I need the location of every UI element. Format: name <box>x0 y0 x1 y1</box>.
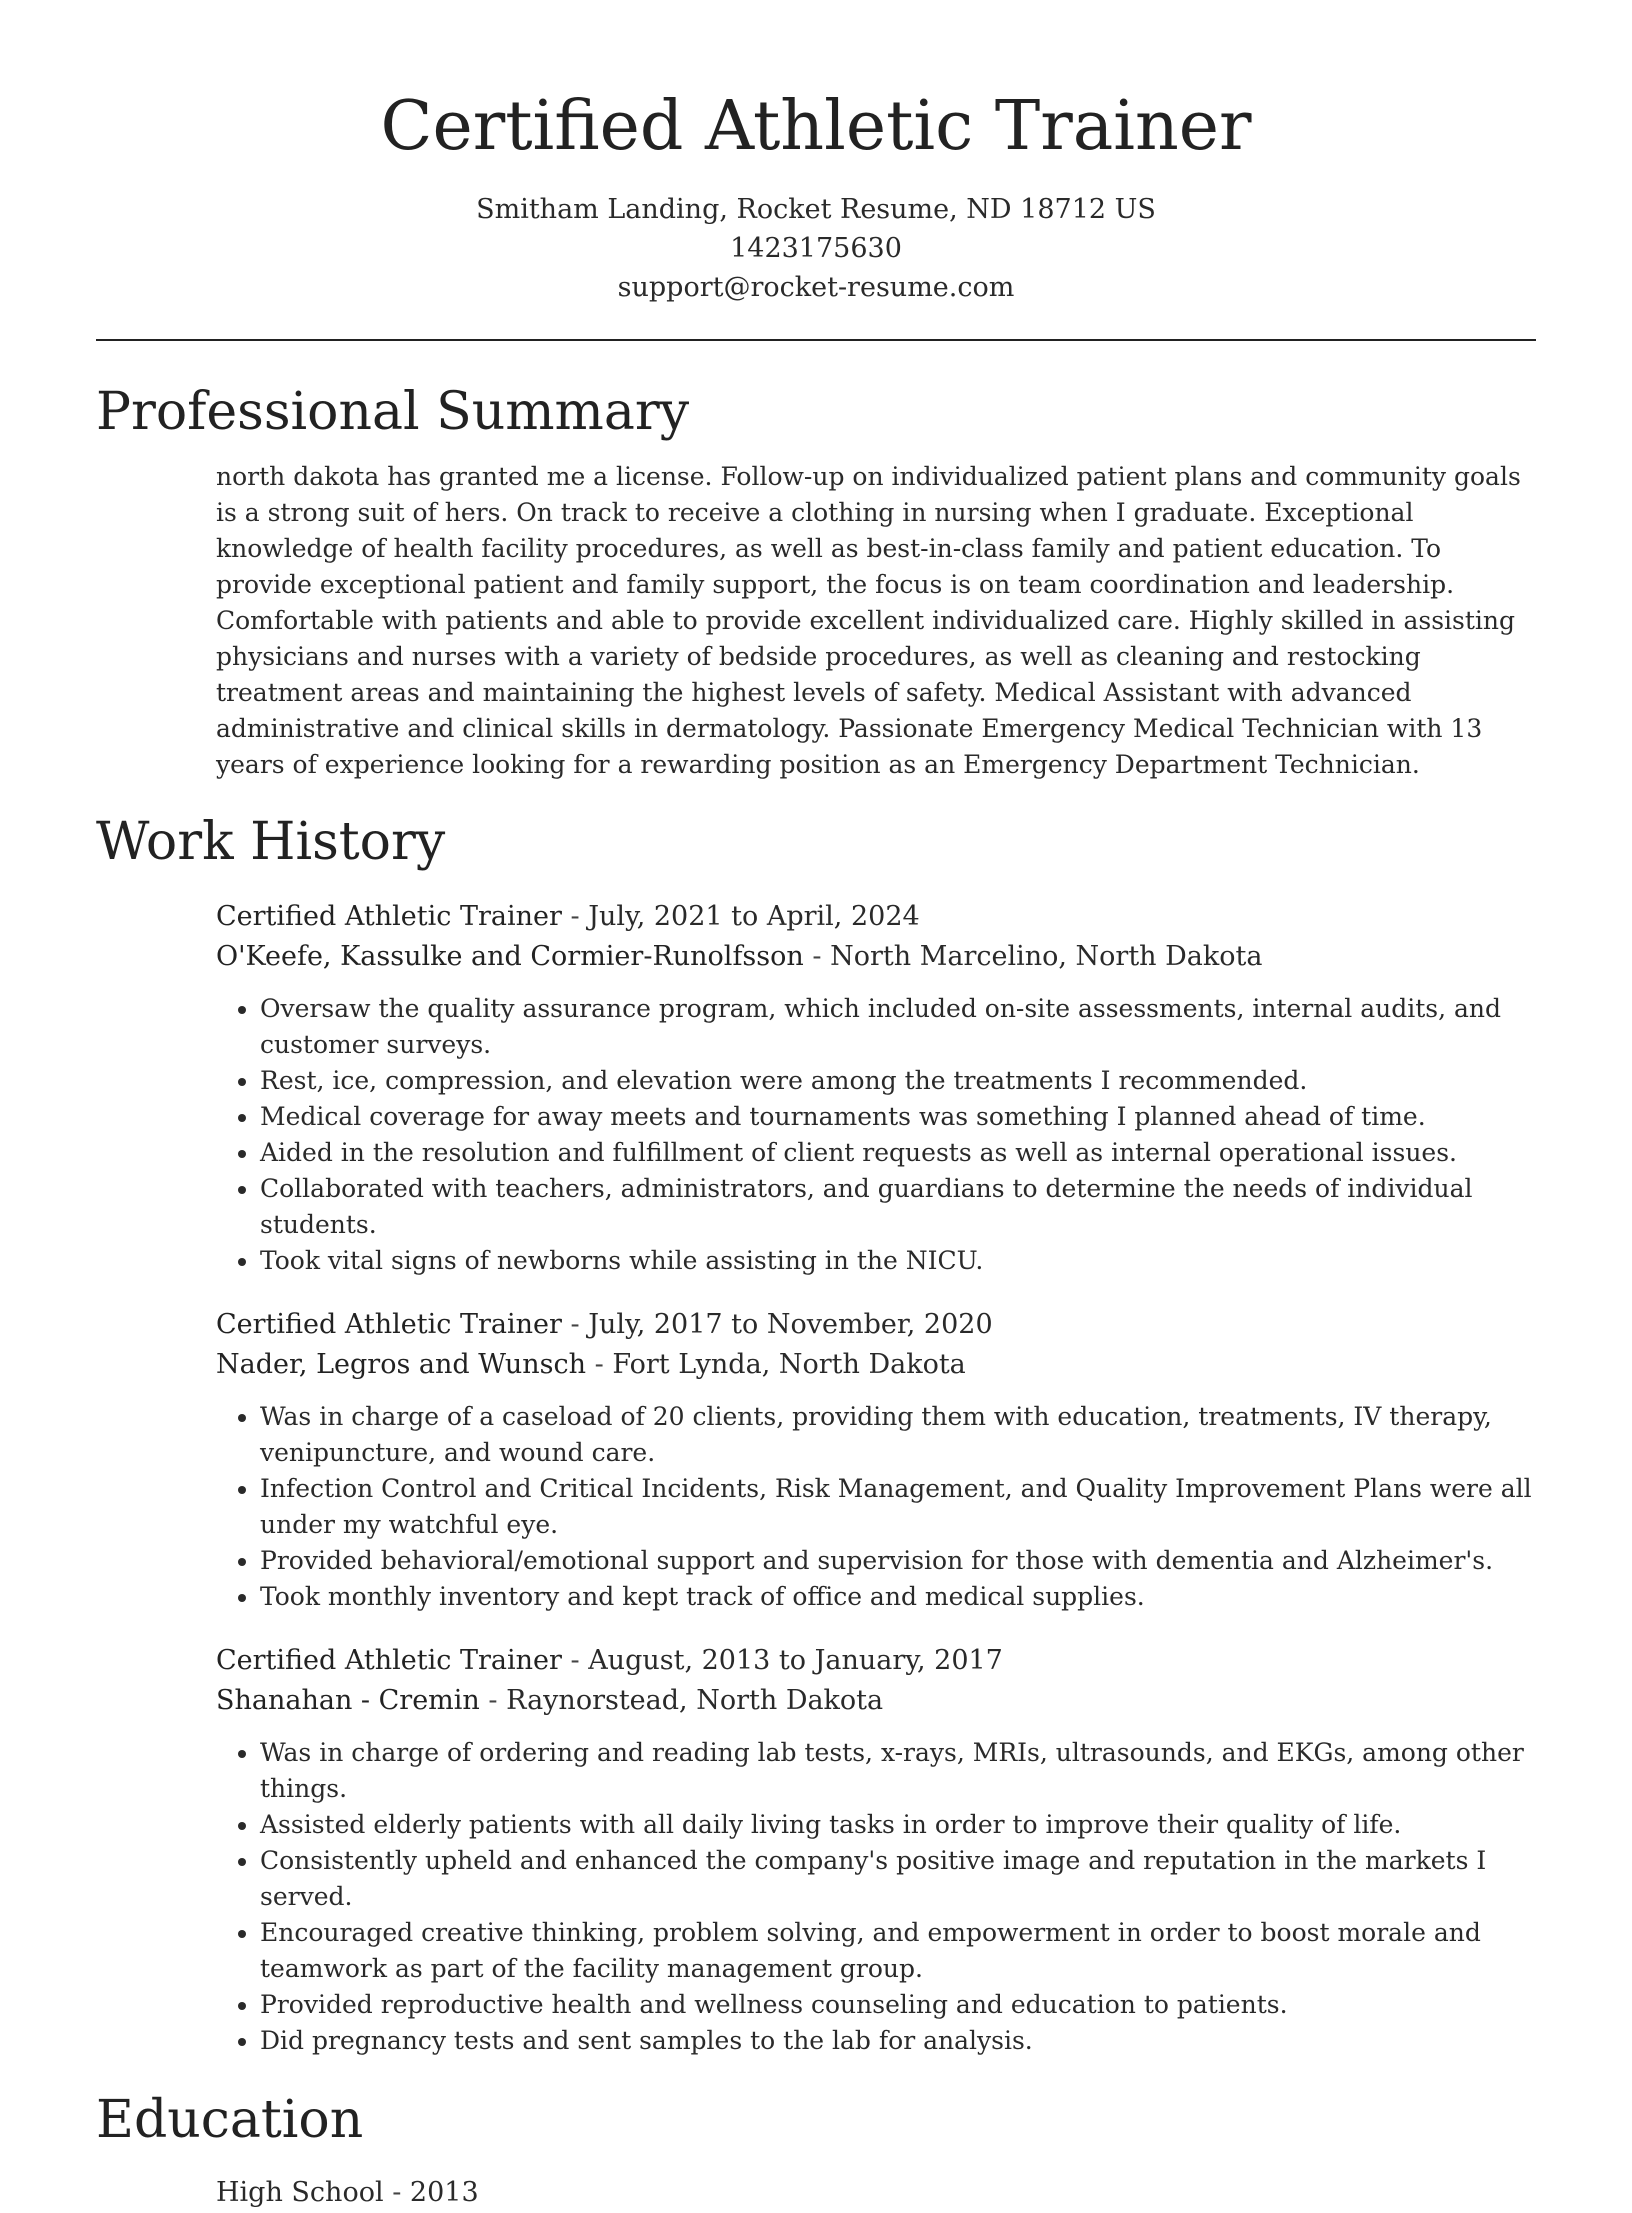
separator: - <box>812 941 822 972</box>
job-bullet: • Infection Control and Critical Incidents, Risk Management, and Quality Improvement Plans were all under my watchful eye. <box>260 1471 1536 1543</box>
summary-text: north dakota has granted me a license. Follow-up on individualized patient plans and community goals is a strong suit of hers. On track to receive a clothing in nursing when I graduate. Exceptional knowledge of health facility procedures, as well as best-in-class family and patient education. To provide exceptional patient and family support, the focus is on team coordination and leadership. Comfortable with patients and able to provide excellent individualized care. Highly skilled in assisting physicians and nurses with a variety of bedside procedures, as well as cleaning and restocking treatment areas and maintaining the highest levels of safety. Medical Assistant with advanced administrative and clinical skills in dermatology. Passionate Emergency Medical Technician with 13 years of experience looking for a rewarding position as an Emergency Department Technician. <box>216 462 1521 779</box>
job-bullet: • Oversaw the quality assurance program, which included on-site assessments, internal audits, and customer surveys. <box>260 991 1536 1063</box>
education-year: 2013 <box>409 2177 479 2208</box>
resume-name: Certified Athletic Trainer <box>380 87 1252 166</box>
job-entry <box>216 897 1536 1279</box>
job-bullet: • Provided reproductive health and wellness counseling and education to patients. <box>260 1987 1536 2023</box>
section-title-work: Work History <box>96 812 446 872</box>
job-title: Certified Athletic Trainer <box>216 1309 562 1340</box>
job-bullet: • Rest, ice, compression, and elevation were among the treatments I recommended. <box>260 1063 1536 1099</box>
work-history-section <box>96 809 1536 2059</box>
job-company: Shanahan - Cremin <box>216 1685 480 1716</box>
job-bullet: • Took monthly inventory and kept track of office and medical supplies. <box>260 1579 1536 1615</box>
job-bullet: • Did pregnancy tests and sent samples to the lab for analysis. <box>260 2023 1536 2059</box>
section-title-summary: Professional Summary <box>96 382 690 442</box>
contact-address: Smitham Landing, Rocket Resume, ND 18712 US <box>476 194 1156 225</box>
job-title-line <box>216 1305 1536 1345</box>
job-title: Certified Athletic Trainer <box>216 1645 562 1676</box>
separator: - <box>594 1349 604 1380</box>
job-entry <box>216 1305 1536 1615</box>
job-bullet-list <box>216 1735 1536 2059</box>
job-company-line <box>216 1345 1536 1385</box>
job-bullet: • Assisted elderly patients with all daily living tasks in order to improve their quality of life. <box>260 1807 1536 1843</box>
job-company-line <box>216 937 1536 977</box>
job-bullet-list <box>216 1399 1536 1615</box>
education-entry <box>216 2173 1536 2213</box>
separator: - <box>392 2177 402 2208</box>
job-title-line <box>216 1641 1536 1681</box>
separator: - <box>488 1685 498 1716</box>
job-dates: July, 2021 to April, 2024 <box>588 901 920 932</box>
job-title: Certified Athletic Trainer <box>216 901 562 932</box>
job-title-line <box>216 897 1536 937</box>
job-bullet: • Encouraged creative thinking, problem solving, and empowerment in order to boost morale and teamwork as part of the facility management group. <box>260 1915 1536 1987</box>
job-bullet: • Was in charge of ordering and reading lab tests, x-rays, MRIs, ultrasounds, and EKGs, among other things. <box>260 1735 1536 1807</box>
job-bullet: • Collaborated with teachers, administrators, and guardians to determine the needs of individual students. <box>260 1171 1536 1243</box>
job-bullet-list <box>216 991 1536 1279</box>
contact-block <box>96 190 1536 307</box>
job-bullet: • Aided in the resolution and fulfillment of client requests as well as internal operational issues. <box>260 1135 1536 1171</box>
job-entry <box>216 1641 1536 2059</box>
education-degree: High School <box>216 2177 384 2208</box>
contact-email: support@rocket-resume.com <box>617 272 1015 303</box>
job-company: Nader, Legros and Wunsch <box>216 1349 587 1380</box>
job-company: O'Keefe, Kassulke and Cormier-Runolfsson <box>216 941 804 972</box>
resume-header <box>96 0 1536 307</box>
job-location: Raynorstead, North Dakota <box>506 1685 884 1716</box>
job-bullet: • Was in charge of a caseload of 20 clients, providing them with education, treatments, IV therapy, venipuncture, and wound care. <box>260 1399 1536 1471</box>
header-divider <box>96 339 1536 341</box>
resume-page <box>96 0 1536 2213</box>
job-bullet: • Provided behavioral/emotional support and supervision for those with dementia and Alzheimer's. <box>260 1543 1536 1579</box>
job-bullet: • Consistently upheld and enhanced the company's positive image and reputation in the markets I served. <box>260 1843 1536 1915</box>
job-location: Fort Lynda, North Dakota <box>612 1349 966 1380</box>
job-dates: July, 2017 to November, 2020 <box>588 1309 993 1340</box>
job-location: North Marcelino, North Dakota <box>830 941 1263 972</box>
contact-phone: 1423175630 <box>730 233 902 264</box>
job-dates: August, 2013 to January, 2017 <box>588 1645 1003 1676</box>
job-company-line <box>216 1681 1536 1721</box>
job-bullet: • Took vital signs of newborns while assisting in the NICU. <box>260 1243 1536 1279</box>
professional-summary-section <box>96 379 1536 783</box>
separator: - <box>570 1645 580 1676</box>
separator: - <box>570 901 580 932</box>
section-title-education: Education <box>96 2090 364 2150</box>
education-section <box>96 2087 1536 2213</box>
separator: - <box>570 1309 580 1340</box>
job-bullet: • Medical coverage for away meets and tournaments was something I planned ahead of time. <box>260 1099 1536 1135</box>
